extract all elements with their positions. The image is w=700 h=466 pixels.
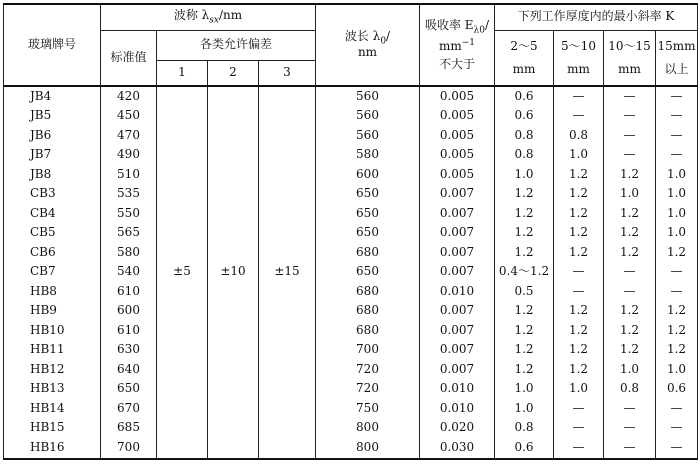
header-slope-range-2: 5～10 mm bbox=[554, 30, 604, 86]
cell-slope-3: — bbox=[604, 438, 656, 459]
cell-slope-4: 1.2 bbox=[656, 302, 698, 322]
spec-table-container bbox=[3, 3, 698, 460]
cell-brand: CB5 bbox=[4, 224, 101, 244]
cell-lambda0: 800 bbox=[316, 419, 420, 439]
cell-tolerance-2: ±10 bbox=[208, 86, 259, 459]
cell-lambda0: 800 bbox=[316, 438, 420, 459]
cell-absorption: 0.007 bbox=[420, 204, 495, 224]
cell-slope-2: 0.8 bbox=[554, 126, 604, 146]
cell-absorption: 0.010 bbox=[420, 380, 495, 400]
table-row bbox=[4, 204, 698, 224]
cell-absorption: 0.007 bbox=[420, 321, 495, 341]
cell-slope-4: 1.0 bbox=[656, 204, 698, 224]
cell-slope-2: — bbox=[554, 438, 604, 459]
cell-lambda0: 650 bbox=[316, 224, 420, 244]
cell-slope-2: 1.2 bbox=[554, 204, 604, 224]
table-row bbox=[4, 146, 698, 166]
table-row bbox=[4, 282, 698, 302]
cell-lambda0: 600 bbox=[316, 165, 420, 185]
cell-slope-2: 1.2 bbox=[554, 302, 604, 322]
cell-slope-2: 1.2 bbox=[554, 165, 604, 185]
cell-lambda0: 580 bbox=[316, 146, 420, 166]
cell-brand: CB7 bbox=[4, 263, 101, 283]
cell-absorption: 0.005 bbox=[420, 107, 495, 127]
cell-absorption: 0.030 bbox=[420, 438, 495, 459]
header-tol-class-3: 3 bbox=[259, 60, 316, 86]
cell-slope-3: 0.8 bbox=[604, 380, 656, 400]
cell-slope-1: 0.8 bbox=[495, 126, 554, 146]
cell-slope-3: — bbox=[604, 86, 656, 107]
table-row bbox=[4, 302, 698, 322]
header-tolerance-group: 各类允许偏差 bbox=[157, 30, 316, 60]
cell-brand: JB7 bbox=[4, 146, 101, 166]
cell-lambda0: 750 bbox=[316, 399, 420, 419]
header-slope-range-4: 15mm 以上 bbox=[656, 30, 698, 86]
cell-absorption: 0.007 bbox=[420, 263, 495, 283]
cell-slope-2: — bbox=[554, 282, 604, 302]
cell-lambda0: 700 bbox=[316, 341, 420, 361]
cell-lambda0: 680 bbox=[316, 243, 420, 263]
cell-slope-1: 0.8 bbox=[495, 146, 554, 166]
table-header bbox=[4, 4, 698, 86]
table-row bbox=[4, 263, 698, 283]
cell-slope-3: — bbox=[604, 146, 656, 166]
cell-slope-4: 1.2 bbox=[656, 321, 698, 341]
cell-brand: JB5 bbox=[4, 107, 101, 127]
cell-slope-1: 1.0 bbox=[495, 165, 554, 185]
cell-lambda0: 680 bbox=[316, 282, 420, 302]
cell-slope-3: — bbox=[604, 282, 656, 302]
cell-slope-2: — bbox=[554, 263, 604, 283]
cell-standard: 685 bbox=[101, 419, 157, 439]
cell-brand: HB12 bbox=[4, 360, 101, 380]
cell-brand: HB13 bbox=[4, 380, 101, 400]
cell-lambda0: 680 bbox=[316, 302, 420, 322]
cell-slope-4: 1.2 bbox=[656, 341, 698, 361]
cell-lambda0: 650 bbox=[316, 185, 420, 205]
cell-slope-1: 1.2 bbox=[495, 341, 554, 361]
cell-slope-3: 1.2 bbox=[604, 243, 656, 263]
header-slope-range-3: 10～15 mm bbox=[604, 30, 656, 86]
cell-absorption: 0.007 bbox=[420, 224, 495, 244]
table-row bbox=[4, 399, 698, 419]
cell-slope-3: — bbox=[604, 107, 656, 127]
cell-brand: JB6 bbox=[4, 126, 101, 146]
cell-slope-1: 0.8 bbox=[495, 419, 554, 439]
cell-slope-2: — bbox=[554, 86, 604, 107]
cell-slope-3: 1.2 bbox=[604, 224, 656, 244]
cell-absorption: 0.007 bbox=[420, 243, 495, 263]
cell-absorption: 0.007 bbox=[420, 185, 495, 205]
cell-slope-3: 1.2 bbox=[604, 321, 656, 341]
cell-slope-2: 1.0 bbox=[554, 146, 604, 166]
cell-slope-4: 1.0 bbox=[656, 185, 698, 205]
cell-tolerance-1: ±5 bbox=[157, 86, 208, 459]
cell-slope-1: 0.6 bbox=[495, 438, 554, 459]
cell-absorption: 0.007 bbox=[420, 360, 495, 380]
cell-brand: HB14 bbox=[4, 399, 101, 419]
cell-slope-3: 1.2 bbox=[604, 341, 656, 361]
cell-slope-2: 1.2 bbox=[554, 341, 604, 361]
cell-slope-3: — bbox=[604, 419, 656, 439]
cell-standard: 535 bbox=[101, 185, 157, 205]
cell-standard: 565 bbox=[101, 224, 157, 244]
table-row bbox=[4, 107, 698, 127]
header-tol-class-1: 1 bbox=[157, 60, 208, 86]
cell-slope-1: 1.0 bbox=[495, 380, 554, 400]
cell-lambda0: 720 bbox=[316, 360, 420, 380]
cell-slope-4: — bbox=[656, 126, 698, 146]
cell-brand: JB8 bbox=[4, 165, 101, 185]
cell-slope-4: 1.0 bbox=[656, 165, 698, 185]
cell-brand: CB4 bbox=[4, 204, 101, 224]
cell-standard: 540 bbox=[101, 263, 157, 283]
cell-slope-3: — bbox=[604, 263, 656, 283]
cell-standard: 610 bbox=[101, 321, 157, 341]
cell-brand: CB3 bbox=[4, 185, 101, 205]
cell-slope-2: 1.0 bbox=[554, 380, 604, 400]
cell-slope-4: 1.0 bbox=[656, 224, 698, 244]
cell-standard: 650 bbox=[101, 380, 157, 400]
table-row bbox=[4, 419, 698, 439]
cell-slope-4: 0.6 bbox=[656, 380, 698, 400]
cell-slope-1: 0.6 bbox=[495, 86, 554, 107]
cell-brand: HB10 bbox=[4, 321, 101, 341]
cell-brand: HB9 bbox=[4, 302, 101, 322]
cell-slope-1: 1.2 bbox=[495, 302, 554, 322]
cell-standard: 630 bbox=[101, 341, 157, 361]
cell-absorption: 0.007 bbox=[420, 341, 495, 361]
cell-absorption: 0.010 bbox=[420, 399, 495, 419]
cell-slope-1: 0.4～1.2 bbox=[495, 263, 554, 283]
cell-slope-2: — bbox=[554, 107, 604, 127]
cell-slope-4: 1.2 bbox=[656, 243, 698, 263]
cell-slope-1: 1.2 bbox=[495, 185, 554, 205]
cell-brand: HB11 bbox=[4, 341, 101, 361]
cell-standard: 580 bbox=[101, 243, 157, 263]
cell-slope-2: 1.2 bbox=[554, 360, 604, 380]
header-standard: 标准值 bbox=[101, 30, 157, 86]
table-row bbox=[4, 185, 698, 205]
cell-lambda0: 560 bbox=[316, 126, 420, 146]
cell-slope-3: 1.0 bbox=[604, 360, 656, 380]
table-row bbox=[4, 380, 698, 400]
cell-standard: 610 bbox=[101, 282, 157, 302]
cell-slope-4: — bbox=[656, 146, 698, 166]
cell-slope-1: 1.2 bbox=[495, 321, 554, 341]
cell-standard: 600 bbox=[101, 302, 157, 322]
cell-standard: 700 bbox=[101, 438, 157, 459]
table-body bbox=[4, 86, 698, 459]
cell-brand: HB16 bbox=[4, 438, 101, 459]
cell-slope-4: — bbox=[656, 282, 698, 302]
cell-slope-1: 0.6 bbox=[495, 107, 554, 127]
cell-lambda0: 560 bbox=[316, 86, 420, 107]
cell-slope-3: — bbox=[604, 126, 656, 146]
cell-slope-3: 1.2 bbox=[604, 204, 656, 224]
cell-slope-1: 1.2 bbox=[495, 360, 554, 380]
cell-slope-4: — bbox=[656, 107, 698, 127]
cell-slope-1: 1.2 bbox=[495, 243, 554, 263]
cell-absorption: 0.005 bbox=[420, 86, 495, 107]
cell-absorption: 0.005 bbox=[420, 146, 495, 166]
cell-brand: JB4 bbox=[4, 86, 101, 107]
cell-slope-2: 1.2 bbox=[554, 224, 604, 244]
table-row bbox=[4, 165, 698, 185]
cell-absorption: 0.005 bbox=[420, 126, 495, 146]
cell-standard: 450 bbox=[101, 107, 157, 127]
cell-standard: 640 bbox=[101, 360, 157, 380]
cell-slope-3: 1.2 bbox=[604, 302, 656, 322]
cell-slope-4: 1.0 bbox=[656, 360, 698, 380]
cell-lambda0: 720 bbox=[316, 380, 420, 400]
cell-slope-4: — bbox=[656, 419, 698, 439]
header-wavelength-group: 波称 $\lambda_{sx}/nm$ bbox=[101, 4, 316, 30]
table-row bbox=[4, 360, 698, 380]
table-row bbox=[4, 224, 698, 244]
cell-slope-4: — bbox=[656, 86, 698, 107]
cell-brand: CB6 bbox=[4, 243, 101, 263]
cell-absorption: 0.010 bbox=[420, 282, 495, 302]
table-row bbox=[4, 438, 698, 459]
cell-slope-3: 1.0 bbox=[604, 185, 656, 205]
cell-absorption: 0.020 bbox=[420, 419, 495, 439]
cell-slope-1: 0.5 bbox=[495, 282, 554, 302]
cell-brand: HB15 bbox=[4, 419, 101, 439]
glass-spec-table bbox=[3, 3, 698, 460]
cell-absorption: 0.005 bbox=[420, 165, 495, 185]
cell-standard: 670 bbox=[101, 399, 157, 419]
cell-slope-1: 1.0 bbox=[495, 399, 554, 419]
cell-slope-2: 1.2 bbox=[554, 185, 604, 205]
cell-slope-4: — bbox=[656, 263, 698, 283]
header-brand: 玻璃牌号 bbox=[4, 4, 101, 86]
cell-standard: 510 bbox=[101, 165, 157, 185]
table-row bbox=[4, 243, 698, 263]
cell-standard: 490 bbox=[101, 146, 157, 166]
cell-slope-2: — bbox=[554, 399, 604, 419]
header-lambda0: 波长 $\lambda_0/$ nm bbox=[316, 4, 420, 86]
cell-tolerance-3: ±15 bbox=[259, 86, 316, 459]
cell-brand: HB8 bbox=[4, 282, 101, 302]
cell-standard: 420 bbox=[101, 86, 157, 107]
cell-slope-3: — bbox=[604, 399, 656, 419]
table-row bbox=[4, 86, 698, 107]
header-slope-range-1: 2～5 mm bbox=[495, 30, 554, 86]
header-slope-group: 下列工作厚度内的最小斜率 K bbox=[495, 4, 698, 30]
cell-slope-1: 1.2 bbox=[495, 224, 554, 244]
cell-lambda0: 560 bbox=[316, 107, 420, 127]
cell-absorption: 0.007 bbox=[420, 302, 495, 322]
cell-slope-3: 1.2 bbox=[604, 165, 656, 185]
cell-standard: 470 bbox=[101, 126, 157, 146]
cell-slope-4: — bbox=[656, 399, 698, 419]
header-tol-class-2: 2 bbox=[208, 60, 259, 86]
cell-lambda0: 650 bbox=[316, 204, 420, 224]
table-row bbox=[4, 126, 698, 146]
cell-standard: 550 bbox=[101, 204, 157, 224]
header-absorption: 吸收率 $E_{\lambda 0}/$ $mm^{-1}$ 不大于 bbox=[420, 4, 495, 86]
cell-slope-2: 1.2 bbox=[554, 321, 604, 341]
cell-slope-2: 1.2 bbox=[554, 243, 604, 263]
cell-lambda0: 650 bbox=[316, 263, 420, 283]
cell-slope-1: 1.2 bbox=[495, 204, 554, 224]
table-row bbox=[4, 321, 698, 341]
cell-slope-4: — bbox=[656, 438, 698, 459]
cell-slope-2: — bbox=[554, 419, 604, 439]
table-row bbox=[4, 341, 698, 361]
cell-lambda0: 680 bbox=[316, 321, 420, 341]
